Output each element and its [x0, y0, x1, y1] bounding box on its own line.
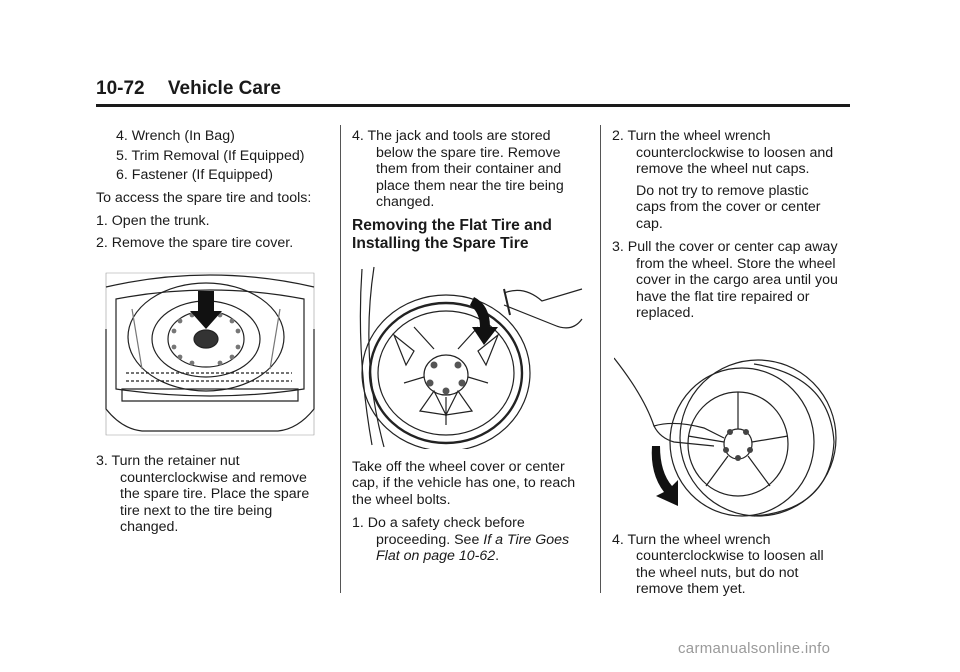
column-divider-2 [600, 125, 601, 593]
step-item: 3. Turn the retainer nut counterclockwise and remove the spare tire. Place the spare tire next to the tire being changed. [96, 453, 310, 535]
section-title: Vehicle Care [167, 78, 281, 99]
spare-tire-trunk-illustration [102, 269, 318, 439]
wheel-nut-loosening-illustration [614, 346, 840, 518]
step-item: 1. Open the trunk. [96, 213, 210, 229]
section-heading: Removing the Flat Tire and Installing the Spare Tire [352, 216, 552, 252]
step-item: 2. Remove the spare tire cover. [96, 234, 294, 251]
column-divider-1 [340, 125, 341, 593]
page-number: 10-72 [96, 78, 145, 99]
step-item: 3. Pull the cover or center cap away from the wheel. Store the wheel cover in the cargo area until you have the flat tire repaired or replaced. [612, 239, 838, 321]
step-item: 4. The jack and tools are stored below the spare tire. Remove them from their container and place them near the tire being changed. [352, 128, 564, 210]
header-rule [96, 104, 850, 107]
cross-reference-link: If a Tire Goes Flat on page 10-62 [376, 531, 570, 564]
page-header [96, 78, 281, 100]
step-item: 4. Turn the wheel wrench counterclockwise to loosen all the wheel nuts, but do not remove them yet. [612, 531, 824, 597]
wheel-cover-removal-illustration [354, 265, 586, 449]
watermark: carmanualsonline.info [678, 640, 831, 657]
note-text: Do not try to remove plastic caps from the cover or center cap. [636, 182, 821, 232]
list-item: 6. Fastener (If Equipped) [116, 167, 273, 183]
intro-text: To access the spare tire and tools: [96, 189, 312, 206]
column-1 [96, 128, 324, 541]
list-item: 5. Trim Removal (If Equipped) [116, 147, 305, 164]
body-paragraph: Take off the wheel cover or center cap, if the vehicle has one, to reach the wheel bolts. [352, 458, 576, 508]
list-item: 4. Wrench (In Bag) [116, 128, 235, 144]
column-3 [612, 128, 840, 603]
column-2 [352, 128, 580, 570]
step-item: 2. Turn the wheel wrench counterclockwise to loosen and remove the wheel nut caps. [612, 128, 834, 177]
step-item: 1. Do a safety check before proceeding. See If a Tire Goes Flat on page 10-62. [352, 515, 570, 564]
